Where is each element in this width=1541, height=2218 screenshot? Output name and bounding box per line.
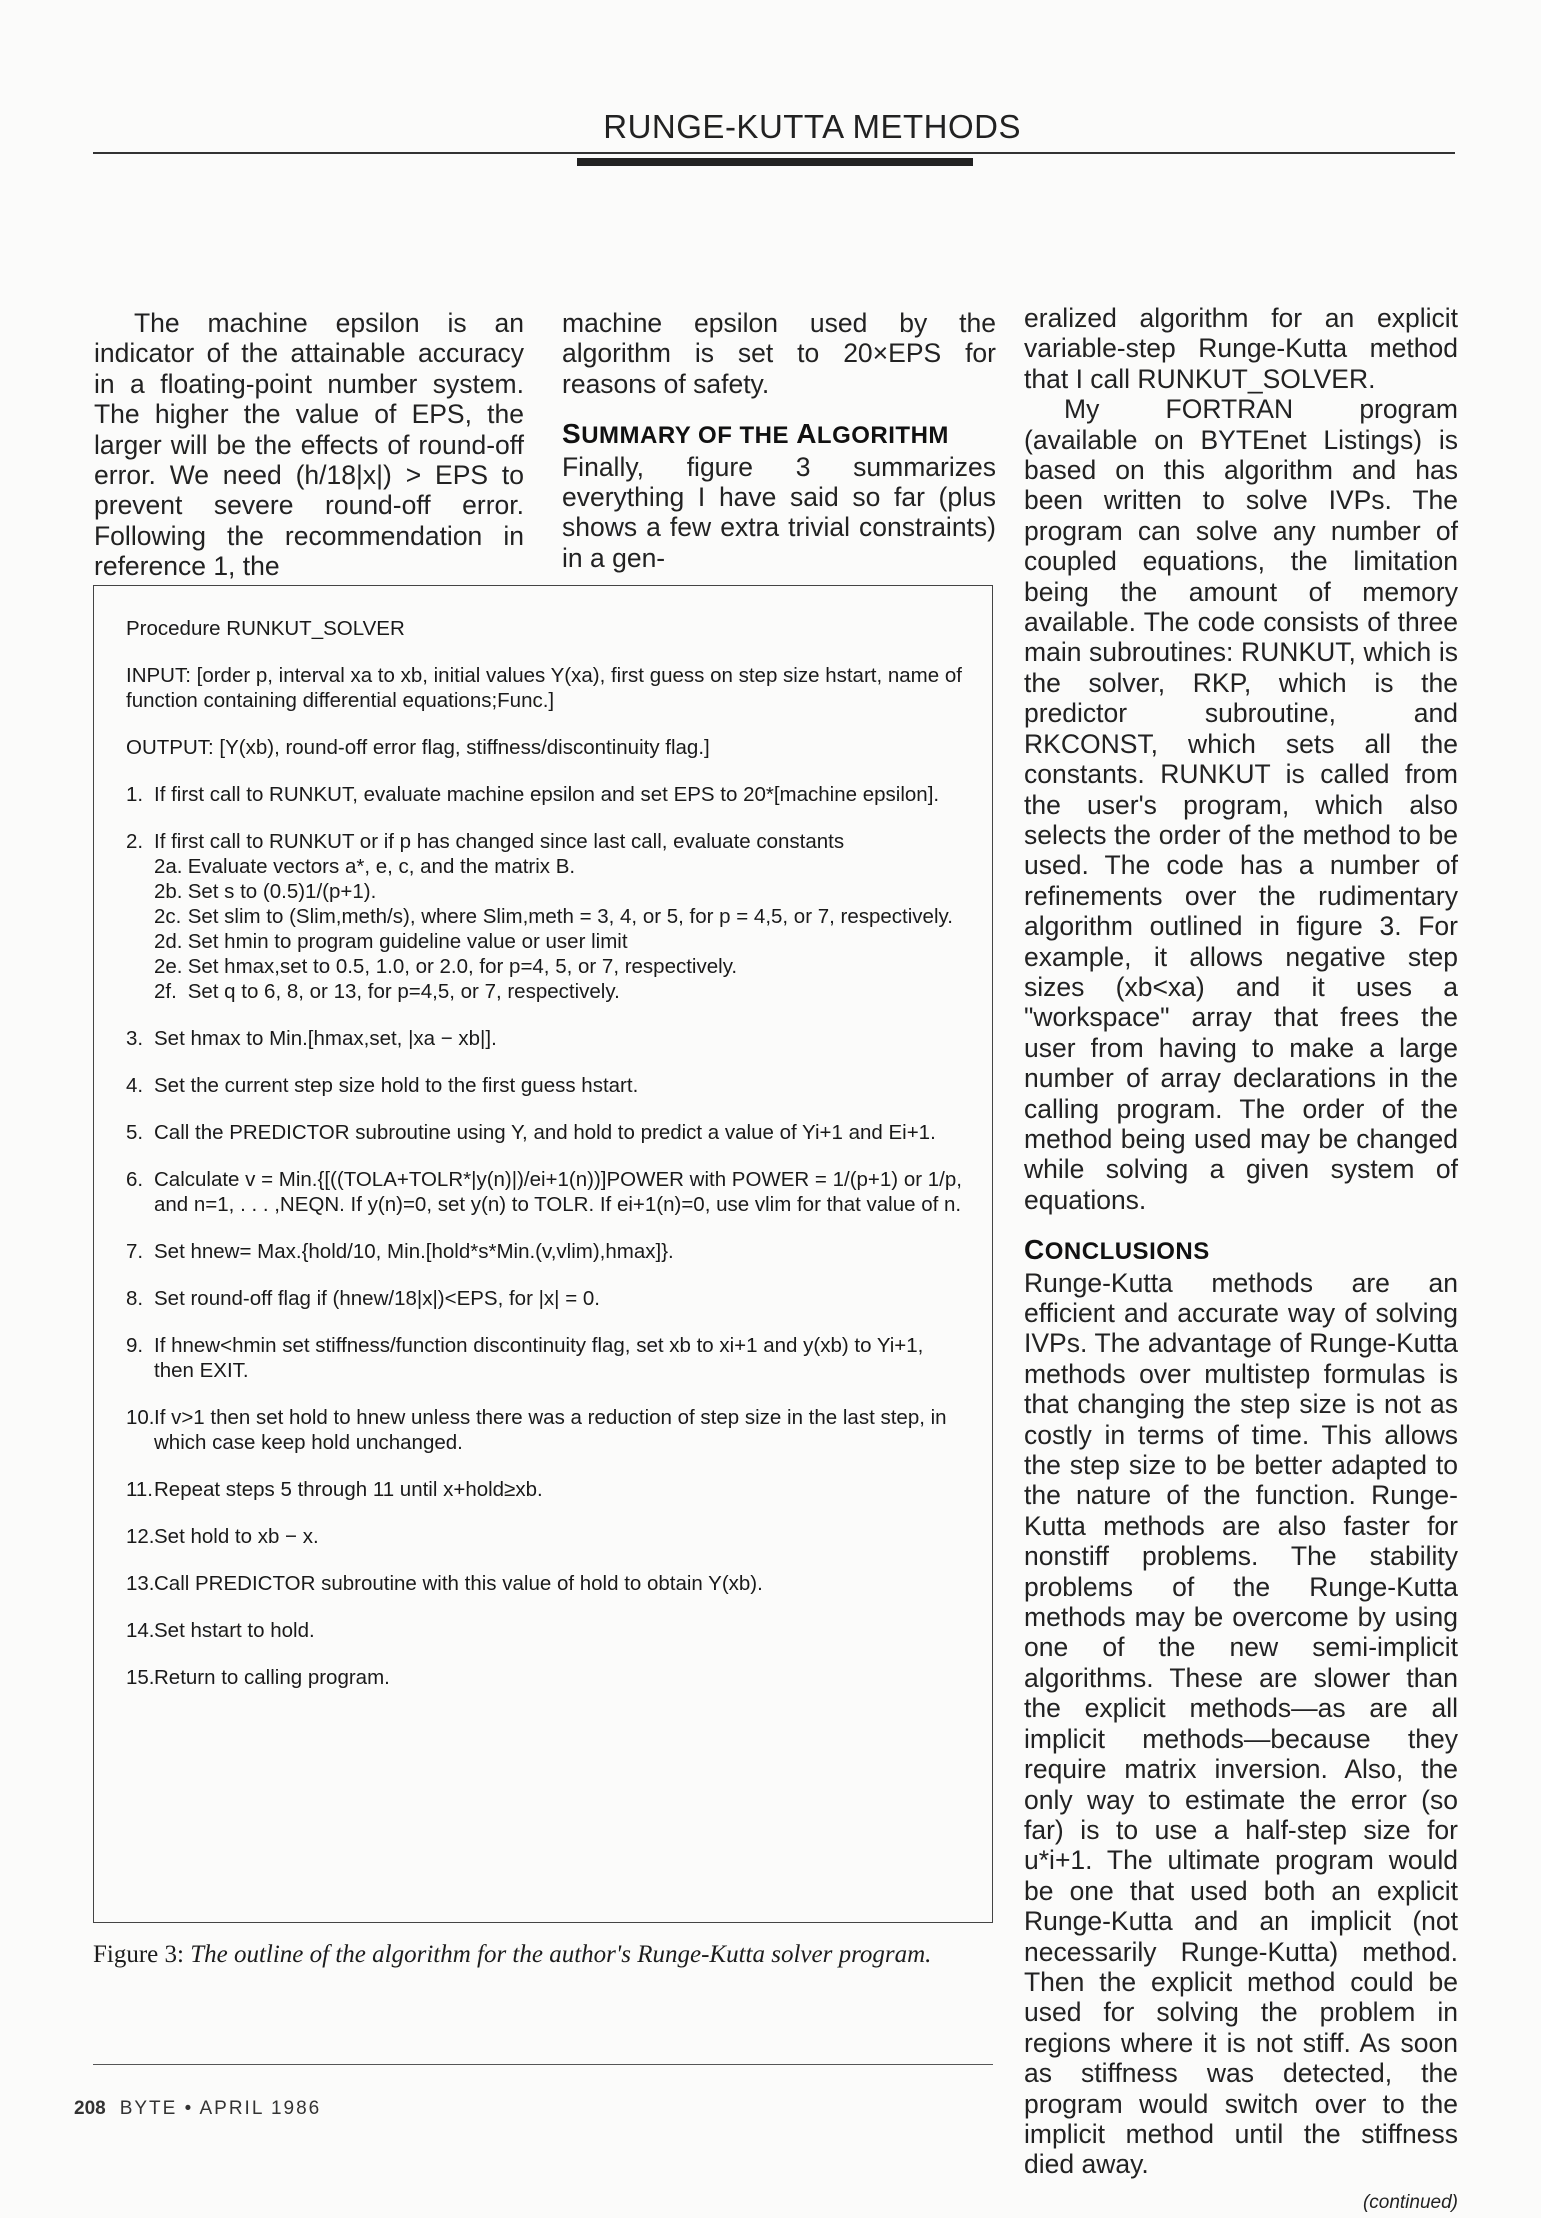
- procedure-title: Procedure RUNKUT_SOLVER: [126, 617, 405, 640]
- step-13: 13.Call PREDICTOR subroutine with this value of hold to obtain Y(xb).: [126, 1572, 763, 1595]
- step-3: 3. Set hmax to Min.[hmax,set, |xa − xb|].: [126, 1027, 497, 1050]
- paragraph-generalized: eralized algorithm for an explicit variable-step Runge-Kutta method that I call RUNKUT_SOLVER.: [1024, 303, 1458, 394]
- step-2c: 2c. Set slim to (Slim,meth/s), where Slim,meth = 3, 4, or 5, for p = 4,5, or 7, respectively.: [154, 905, 953, 928]
- procedure-input: INPUT: [order p, interval xa to xb, initial values Y(xa), first guess on step size hstart, name of function containing differential equations;Func.]: [126, 664, 962, 712]
- step-6: 6. Calculate v = Min.{[((TOLA+TOLR*|y(n)|)/ei+1(n))]POWER with POWER = 1/(p+1) or 1/p, and n=1, . . . ,NEQN. If y(n)=0, set y(n) to TOLR. If ei+1(n)=0, use vlim for that value of n.: [126, 1168, 962, 1216]
- footer-rule: [93, 2064, 993, 2065]
- header-bar: [577, 158, 973, 166]
- step-14: 14.Set hstart to hold.: [126, 1619, 315, 1642]
- running-header: [93, 108, 1455, 156]
- step-11: 11.Repeat steps 5 through 11 until x+hold≥xb.: [126, 1478, 543, 1501]
- header-title: RUNGE-KUTTA METHODS: [603, 108, 1021, 145]
- step-5: 5. Call the PREDICTOR subroutine using Y, and hold to predict a value of Yi+1 and Ei+1.: [126, 1121, 936, 1144]
- procedure-output: OUTPUT: [Y(xb), round-off error flag, stiffness/discontinuity flag.]: [126, 736, 710, 759]
- figure-3-algorithm-box: [93, 585, 993, 1923]
- step-1: 1. If first call to RUNKUT, evaluate machine epsilon and set EPS to 20*[machine epsilon].: [126, 783, 940, 806]
- column-right: [1024, 303, 1458, 2218]
- page-footer: [74, 2098, 321, 2120]
- header-rule: [93, 152, 1455, 154]
- step-2d: 2d. Set hmin to program guideline value or user limit: [154, 930, 628, 953]
- caption-text: The outline of the algorithm for the author's Runge-Kutta solver program.: [190, 1941, 932, 1968]
- step-4: 4. Set the current step size hold to the first guess hstart.: [126, 1074, 639, 1097]
- figure-caption: [93, 1939, 993, 1970]
- continued-note: (continued): [1362, 2191, 1458, 2213]
- paragraph-epsilon-continued: machine epsilon used by the algorithm is set to 20×EPS for reasons of safety.: [562, 308, 996, 399]
- paragraph-machine-epsilon: The machine epsilon is an indicator of the attainable accuracy in a floating-point number system. The higher the value of EPS, the larger will be the effects of round-off error. We need (h/18|x|) > EPS to prevent severe round-off error. Following the recommendation in reference 1, the: [94, 308, 524, 582]
- paragraph-summary: Finally, figure 3 summarizes everything I have said so far (plus shows a few extra trivial constraints) in a gen-: [562, 451, 996, 573]
- step-7: 7. Set hnew= Max.{hold/10, Min.[hold*s*Min.(v,vlim),hmax]}.: [126, 1240, 674, 1263]
- step-2a: 2a. Evaluate vectors a*, e, c, and the matrix B.: [154, 855, 576, 878]
- step-2f: 2f. Set q to 6, 8, or 13, for p=4,5, or 7, respectively.: [154, 980, 620, 1003]
- heading-conclusions: CONCLUSIONS: [1024, 1234, 1210, 1266]
- heading-summary: SUMMARY OF THE ALGORITHM: [562, 418, 949, 450]
- caption-label: Figure 3:: [93, 1941, 191, 1968]
- step-8: 8. Set round-off flag if (hnew/18|x|)<EPS, for |x| = 0.: [126, 1287, 600, 1310]
- page-number: 208: [74, 2098, 106, 2119]
- step-10: 10.If v>1 then set hold to hnew unless there was a reduction of step size in the last step, in which case keep hold unchanged.: [126, 1406, 947, 1454]
- step-2: 2. If first call to RUNKUT or if p has changed since last call, evaluate constants: [126, 830, 845, 853]
- footer-issue: BYTE • APRIL 1986: [119, 2098, 322, 2119]
- step-9: 9. If hnew<hmin set stiffness/function discontinuity flag, set xb to xi+1 and y(xb) to Yi+1, then EXIT.: [126, 1334, 924, 1382]
- step-12: 12.Set hold to xb − x.: [126, 1525, 319, 1548]
- column-left: [94, 308, 524, 582]
- paragraph-conclusions: Runge-Kutta methods are an efficient and accurate way of solving IVPs. The advantage of Runge-Kutta methods over multistep formulas is that changing the step size is not as costly in terms of time. This allows the step size to be better adapted to the nature of the function. Runge-Kutta methods are also faster for nonstiff problems. The stability problems of the Runge-Kutta methods may be overcome by using one of the new semi-implicit algorithms. These are slower than the explicit methods—as are all implicit methods—because they require matrix inversion. Also, the only way to estimate the error (so far) is to use a half-step size for u*i+1. The ultimate program would be one that used both an explicit Runge-Kutta and an implicit (not necessarily Runge-Kutta) method. Then the explicit method could be used for solving the problem in regions where it is not stiff. As soon as stiffness was detected, the program would switch over to the implicit method until the stiffness died away.: [1024, 1267, 1458, 2180]
- step-15: 15.Return to calling program.: [126, 1666, 390, 1689]
- step-2e: 2e. Set hmax,set to 0.5, 1.0, or 2.0, for p=4, 5, or 7, respectively.: [154, 955, 738, 978]
- step-2b: 2b. Set s to (0.5)1/(p+1).: [154, 880, 377, 903]
- column-middle: [562, 308, 996, 573]
- paragraph-fortran: My FORTRAN program (available on BYTEnet Listings) is based on this algorithm and has been written to solve IVPs. The program can solve any number of coupled equations, the limitation being the amount of memory available. The code consists of three main subroutines: RUNKUT, which is the solver, RKP, which is the predictor subroutine, and RKCONST, which sets all the constants. RUNKUT is called from the user's program, which also selects the order of the method to be used. The code has a number of refinements over the rudimentary algorithm outlined in figure 3. For example, it allows negative step sizes (xb<xa) and it uses a "workspace" array that frees the user from having to make a large number of array declarations in the calling program. The order of the method being used may be changed while solving a given system of equations.: [1024, 394, 1458, 1215]
